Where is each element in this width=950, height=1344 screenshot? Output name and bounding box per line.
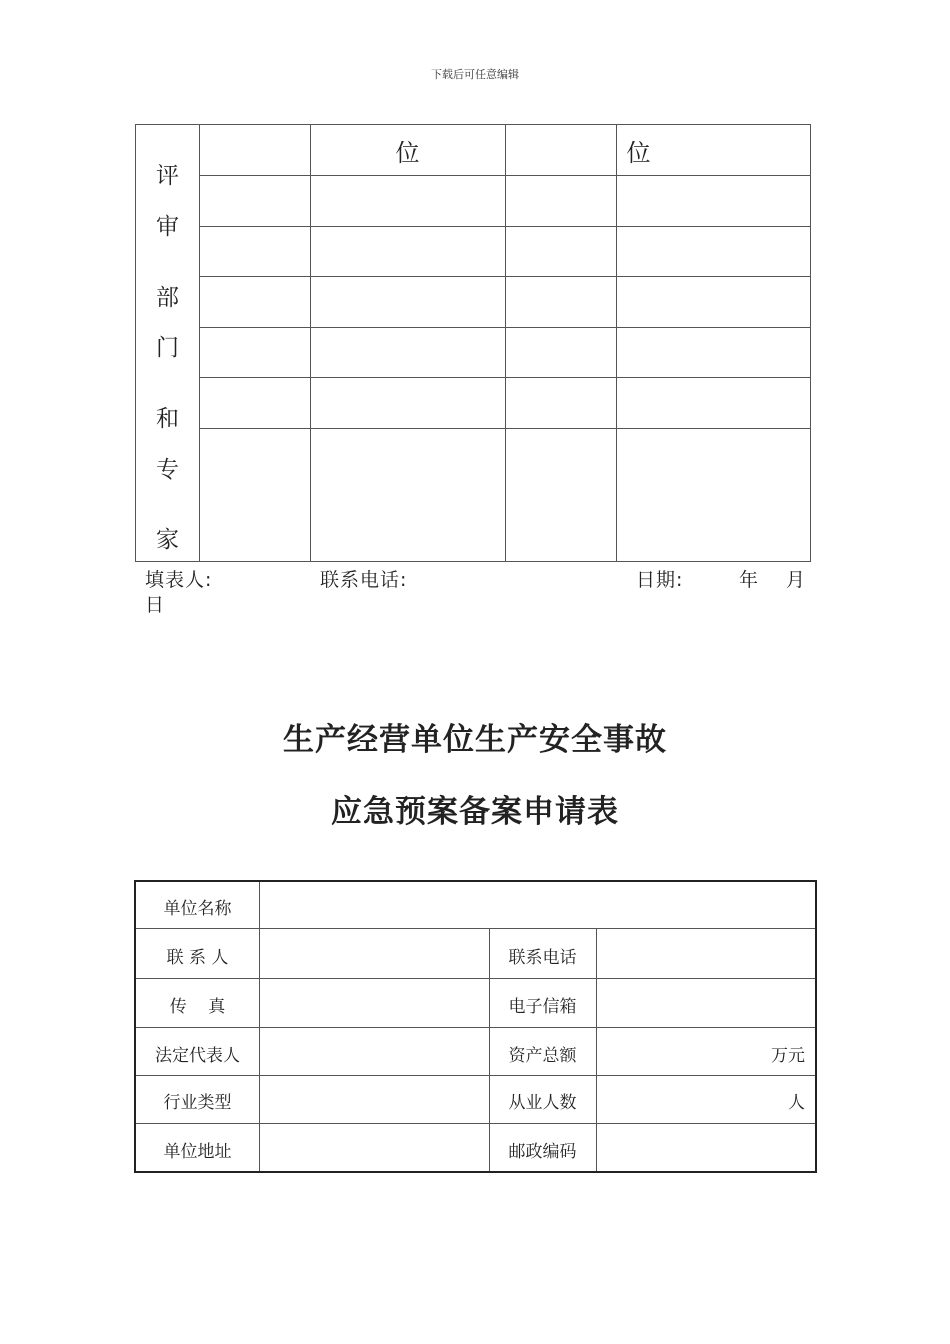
review-label-char: 门 (156, 335, 179, 361)
unit-name-label: 单位名称 (163, 899, 232, 919)
review-label-char: 专 (156, 457, 179, 483)
form-row-divider (136, 1123, 815, 1124)
month-label: 月 (786, 569, 807, 591)
employees-label: 从业人数 (508, 1093, 577, 1113)
contact-phone-label: 联系电话 (508, 948, 577, 968)
phone-label: 联系电话: (320, 569, 408, 591)
year-label: 年 (739, 569, 760, 591)
review-table (135, 124, 811, 562)
address-label: 单位地址 (163, 1142, 232, 1162)
form-row-divider (136, 978, 815, 979)
review-label-char: 和 (156, 406, 179, 432)
review-label-char: 家 (156, 527, 179, 553)
industry-type-label: 行业类型 (163, 1093, 232, 1113)
form-row-divider (136, 1027, 815, 1028)
review-row-divider (199, 327, 810, 328)
fax-label: 传 真 (169, 997, 226, 1017)
review-row-divider (199, 377, 810, 378)
legal-rep-label: 法定代表人 (155, 1046, 240, 1066)
review-divider (616, 125, 617, 561)
review-divider (199, 125, 200, 561)
title-line-1: 生产经营单位生产安全事故 (283, 722, 667, 758)
col-header-position-1: 位 (395, 139, 420, 167)
employees-unit: 人 (788, 1093, 805, 1113)
review-divider (310, 125, 311, 561)
review-label-char: 评 (156, 163, 179, 189)
postal-code-label: 邮政编码 (508, 1142, 577, 1162)
header-note: 下载后可任意编辑 (431, 68, 519, 81)
total-assets-label: 资产总额 (508, 1046, 577, 1066)
title-line-2: 应急预案备案申请表 (331, 794, 619, 830)
assets-unit: 万元 (771, 1046, 805, 1066)
filler-label: 填表人: (145, 569, 213, 591)
form-col-divider (596, 928, 597, 1171)
date-label: 日期: (636, 569, 684, 591)
day-label: 日 (145, 594, 166, 616)
form-row-divider (136, 928, 815, 929)
review-label-char: 审 (156, 214, 179, 240)
review-row-divider (199, 428, 810, 429)
col-header-position-2: 位 (626, 139, 651, 167)
review-row-divider (199, 276, 810, 277)
review-row-divider (199, 226, 810, 227)
email-label: 电子信箱 (508, 997, 577, 1017)
review-row-divider (199, 175, 810, 176)
review-divider (505, 125, 506, 561)
review-label-char: 部 (156, 285, 179, 311)
form-row-divider (136, 1075, 815, 1076)
application-form (134, 880, 817, 1173)
contact-person-label: 联 系 人 (166, 948, 229, 968)
